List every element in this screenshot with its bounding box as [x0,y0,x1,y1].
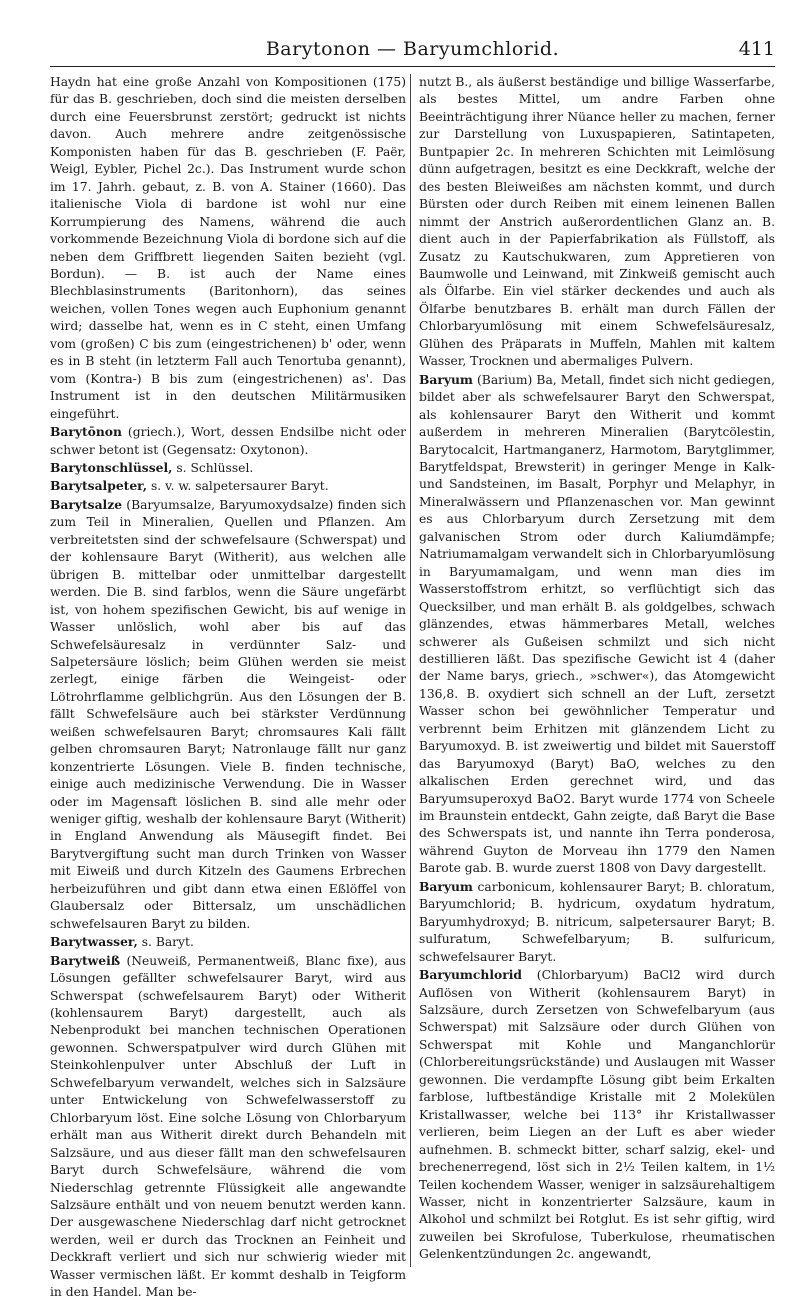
dictionary-entry [419,878,775,966]
entry-headword: Baryum [419,878,473,894]
entry-text: (Chlorbaryum) BaCl2 wird durch Auflösen von Witherit (kohlensaurem Baryt) in Salzsäure, durch Zersetzen von Schwefelbaryum (aus Schwerspat) mit Salzsäure oder durch Glühen von Schwerspat mit Kohle und Manganchlorür (Chlorbereitungsrückstände) und Auslaugen mit Wasser gewonnen. Die verdampfte Lösung gibt beim Erkalten farblose, luftbeständige Kristalle mit 2 Molekülen Kristallwasser, welche bei 113° ihr Kristallwasser verlieren, beim Liegen an der Luft es aber wieder aufnehmen. B. schmeckt bitter, scharf salzig, ekel- und brechenerregend, löst sich in 2½ Teilen kaltem, in 1½ Teilen kochendem Wasser, weniger in salzsäurehaltigem Wasser, nicht in konzentrierter Salzsäure, kaum in Alkohol und schmilzt bei Rotglut. Es ist sehr giftig, wird zuweilen bei Skrofulose, Tuberkulose, rheumatischen Gelenkentzündungen 2c. angewandt, [419,968,775,1262]
entry-headword: Barytonschlüssel, [50,459,173,475]
entry-headword: Barytōnon [50,424,122,440]
entry-headword: Barytweiß [50,952,121,968]
text-columns [50,74,775,1300]
header-title: Barytonon — Baryumchlorid. [265,38,560,60]
entry-text: s. Schlüssel. [176,460,254,475]
entry-headword: Barytsalpeter, [50,478,148,494]
entry-text: (Baryumsalze, Baryumoxydsalze) finden sich zum Teil in Mineralien, Quellen und Pflanzen. Am verbreitetsten sind der schwefelsaure (Schwerspat) und der kohlensaure Baryt (Witherit), aus welchen alle übrigen B. mittelbar oder unmittelbar dargestellt werden. Die B. sind farblos, wenn die Säure ungefärbt ist, von hohem spezifischen Gewicht, bis auf wenige in Wasser unlöslich, wohl aber bis auf das Schwefelsäuresalz in verdünnter Salz- und Salpetersäure löslich; beim Glühen werden sie meist zerlegt, einige färben die Weingeist- oder Lötrohrflamme gelblichgrün. Aus den Lösungen der B. fällt Schwefelsäure auch bei stärkster Verdünnung weißen schwefelsauren Baryt; chromsaures Kali fällt gelben chromsauren Baryt; Natronlauge fällt nur ganz konzentrierte Lösungen. Viele B. finden technische, einige auch medizinische Verwendung. Die in Wasser oder im Magensaft löslichen B. sind alle mehr oder weniger giftig, weshalb der kohlensaure Baryt (Witherit) in England Anwendung als Mäusegift findet. Bei Barytvergiftung sucht man durch Trinken von Wasser mit Eiweiß und durch Kitzeln des Gaumens Erbrechen herbeizuführen und gibt dann etwa einen Eßlöffel von Glaubersalz oder Bittersalz, um unschädlichen schwefelsauren Baryt zu bilden. [50,497,406,931]
dictionary-entry [419,74,775,371]
page-number: 411 [738,38,775,60]
entry-text: Haydn hat eine große Anzahl von Kompositionen (175) für das B. geschrieben, doch sind die meisten derselben durch eine Feuersbrunst zerstört; gedruckt ist nichts davon. Auch mehrere andre zeitgenössische Komponisten haben für das B. geschrieben (F. Paër, Weigl, Eybler, Pichel 2c.). Das Instrument wurde schon im 17. Jahrh. gebaut, z. B. von A. Stainer (1660). Das italienische Viola di bardone ist wohl nur eine Korrumpierung des Namens, während die auch vorkommende Bezeichnung Viola di bordone sich auf die neben dem Griffbrett liegenden Saiten bezieht (vgl. Bordun). — B. ist auch der Name eines Blechblasinstruments (Baritonhorn), das seines weichen, vollen Tones wegen auch Euphonium genannt wird; dasselbe hat, wenn es in C steht, einen Umfang vom (großen) C bis zum (eingestrichenen) b' oder, wenn es in B steht (in letzterm Fall auch Tenortuba genannt), vom (Kontra-) B bis zum (eingestrichenen) as'. Das Instrument ist in den deutschen Militärmusiken eingeführt. [50,75,406,421]
entry-text: nutzt B., als äußerst beständige und billige Wasserfarbe, als bestes Mittel, um andre Farben ohne Beeinträchtigung ihrer Nüance heller zu machen, ferner zur Darstellung von Luxuspapieren, Satintapeten, Buntpapier 2c. In mehreren Schichten mit Leimlösung dünn aufgetragen, besitzt es eine Deckkraft, welche der des besten Bleiweißes am nächsten kommt, und durch Bürsten oder durch Reiben mit einem leinenen Ballen nimmt der Anstrich außerordentlichen Glanz an. B. dient auch in der Papierfabrikation als Füllstoff, als Zusatz zu Kautschukwaren, zum Appretieren von Baumwolle und Leinwand, mit Zinkweiß gemischt auch als Ölfarbe. Ein viel stärker deckendes und auch als Ölfarbe benutzbares B. erhält man durch Fällen der Chlorbaryumlösung mit einem Schwefelsäuresalz, Glühen des Präparats in Muffeln, Mahlen mit kaltem Wasser, Trocknen und abermaliges Pulvern. [419,75,775,369]
entry-headword: Barytsalze [50,496,123,512]
entry-text: (Barium) Ba, Metall, findet sich nicht gediegen, bildet aber als schwefelsaurer Baryt den Schwerspat, als kohlensaurer Baryt den Witherit und kommt außerdem in mehreren Mineralien (Barytcölestin, Barytocalcit, Hartmanganerz, Harmotom, Barytglimmer, Barytfeldspat, Brewsterit) in geringer Menge in Kalk- und Sandsteinen, im Basalt, Porphyr und Melaphyr, in Mineralwässern und Pflanzenaschen vor. Man gewinnt es aus Chlorbaryum durch Zersetzung mit dem galvanischen Strom oder durch Kaliumdämpfe; Natriumamalgam verwandelt sich in Chlorbaryumlösung in Baryumamalgam, und wenn man dies im Wasserstoffstrom erhitzt, so verflüchtigt sich das Quecksilber, und man erhält B. als goldgelbes, schwach glänzendes, etwas hämmerbares Metall, welches schwerer als Gußeisen schmilzt und sich nicht destillieren läßt. Das spezifische Gewicht ist 4 (daher der Name barys, griech., »schwer«), das Atomgewicht 136,8. B. oxydiert sich schnell an der Luft, zersetzt Wasser schon bei gewöhnlicher Temperatur und verbrennt beim Erhitzen mit glänzendem Licht zu Baryumoxyd. B. ist zweiwertig und bildet mit Sauerstoff das Baryumoxyd (Baryt) BaO, welches zu den alkalischen Erden gerechnet wird, und das Baryumsuperoxyd BaO2. Baryt wurde 1774 von Scheele im Braunstein entdeckt, Gahn zeigte, daß Baryt die Base des Schwerspats ist, und nannte ihn Terra ponderosa, während Guyton de Morveau ihn 1779 den Namen Barote gab. B. wurde zuerst 1808 von Davy dargestellt. [419,372,775,876]
left-column [50,74,410,1300]
entry-text: (Neuweiß, Permanentweiß, Blanc fixe), aus Lösungen gefällter schwefelsaurer Baryt, wird aus Schwerspat (schwefelsaurem Baryt) oder Witherit (kohlensaurem Baryt) dargestellt, auch als Nebenprodukt bei manchen technischen Operationen gewonnen. Schwerspatpulver wird durch Glühen mit Steinkohlenpulver unter Abschluß der Luft in Schwefelbaryum verwandelt, welches sich in Salzsäure unter Entwickelung von Schwefelwasserstoff zu Chlorbaryum löst. Eine solche Lösung von Chlorbaryum erhält man aus Witherit direkt durch Behandeln mit Salzsäure, und aus dieser fällt man den schwefelsauren Baryt durch Schwefelsäure, während die vom Niederschlag getrennte Flüssigkeit alle angewandte Salzsäure enthält und von neuem benutzt werden kann. Der ausgewaschene Niederschlag darf nicht getrocknet werden, weil er durch das Trocknen an Feinheit und Deckkraft verliert und sich nur schwierig wieder mit Wasser vermischen läßt. Er kommt deshalb in Teigform in den Handel. Man be- [50,953,406,1300]
running-header [50,32,775,67]
dictionary-entry [50,423,406,459]
dictionary-entry [419,966,775,1264]
dictionary-entry [50,933,406,951]
dictionary-entry [419,371,775,878]
entry-text: carbonicum, kohlensaurer Baryt; B. chloratum, Baryumchlorid; B. hydricum, oxydatum hydratum, Baryumhydroxyd; B. nitricum, salpetersaurer Baryt; B. sulfuratum, Schwefelbaryum; B. sulfuricum, schwefelsaurer Baryt. [419,879,775,964]
right-column [410,74,775,1267]
dictionary-entry [50,952,406,1302]
entry-headword: Baryum [419,371,473,387]
dictionary-entry [50,74,406,423]
entry-headword: Barytwasser, [50,934,138,950]
entry-text: (griech.), Wort, dessen Endsilbe nicht oder schwer betont ist (Gegensatz: Oxytonon). [50,425,406,457]
entry-headword: Baryumchlorid [419,967,522,983]
dictionary-entry [50,459,406,477]
dictionary-entry [50,477,406,495]
entry-text: s. v. w. salpetersaurer Baryt. [150,479,329,494]
dictionary-entry [50,496,406,933]
entry-text: s. Baryt. [141,935,194,950]
